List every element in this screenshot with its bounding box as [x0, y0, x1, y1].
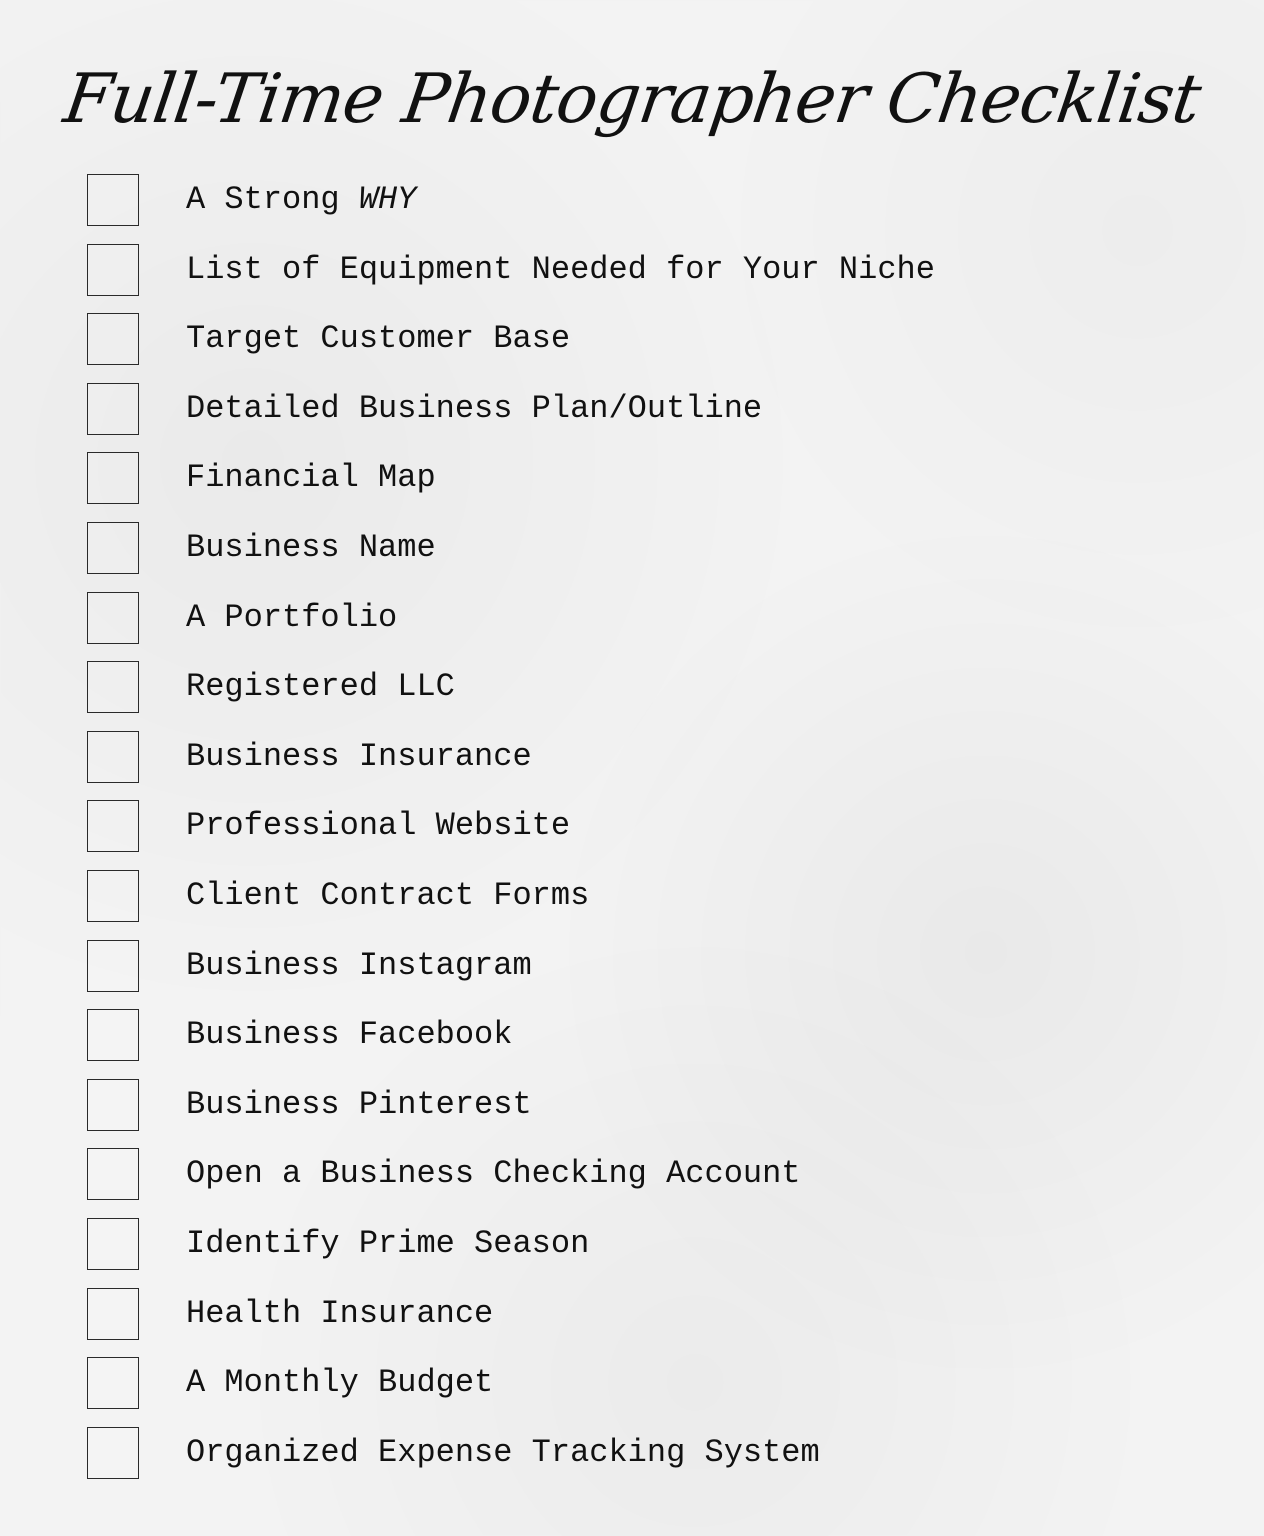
checkbox[interactable] — [87, 1288, 139, 1340]
checklist-item — [86, 172, 1086, 242]
checkbox[interactable] — [87, 940, 139, 992]
checklist-item-label: A Monthly Budget — [186, 1364, 494, 1402]
checkbox[interactable] — [87, 1009, 139, 1061]
checklist-item — [86, 798, 1086, 868]
checkbox[interactable] — [87, 870, 139, 922]
checklist-item — [86, 1355, 1086, 1425]
checklist-item-label: Client Contract Forms — [186, 876, 590, 914]
checklist-item — [86, 938, 1086, 1008]
checkbox[interactable] — [87, 800, 139, 852]
checklist-item-label: Open a Business Checking Account — [186, 1155, 801, 1193]
checkbox[interactable] — [87, 383, 139, 435]
checklist-item-label: A Portfolio — [186, 598, 398, 636]
checklist-item-label: Business Facebook — [186, 1016, 513, 1054]
checkbox[interactable] — [87, 731, 139, 783]
checklist-item — [86, 1077, 1086, 1147]
checklist-item-text: A Strong — [186, 181, 359, 218]
checklist-item — [86, 1146, 1086, 1216]
checklist-item — [86, 450, 1086, 520]
checklist-item-label: Financial Map — [186, 459, 436, 497]
checklist-item-label: Business Instagram — [186, 946, 532, 984]
checklist-item-label: Business Pinterest — [186, 1085, 532, 1123]
checklist-item-label: Detailed Business Plan/Outline — [186, 389, 763, 427]
checklist — [86, 172, 1086, 1494]
page-title: Full-Time Photographer Checklist — [59, 60, 1205, 139]
checkbox[interactable] — [87, 1357, 139, 1409]
checklist-item — [86, 868, 1086, 938]
checkbox[interactable] — [87, 592, 139, 644]
checklist-item — [86, 520, 1086, 590]
checkbox[interactable] — [87, 1218, 139, 1270]
checklist-item-label — [186, 178, 416, 222]
checklist-item-label: Business Insurance — [186, 737, 532, 775]
checklist-item-label: Business Name — [186, 528, 436, 566]
checkbox[interactable] — [87, 174, 139, 226]
checkbox[interactable] — [87, 1079, 139, 1131]
checkbox[interactable] — [87, 452, 139, 504]
checkbox[interactable] — [87, 522, 139, 574]
checkbox[interactable] — [87, 244, 139, 296]
checklist-item — [86, 1216, 1086, 1286]
checklist-item-label: Registered LLC — [186, 668, 455, 706]
checklist-item-label: Identify Prime Season — [186, 1224, 590, 1262]
checklist-item-label: Professional Website — [186, 807, 571, 845]
checklist-item — [86, 381, 1086, 451]
checklist-item — [86, 729, 1086, 799]
checklist-item-label: List of Equipment Needed for Your Niche — [186, 250, 935, 288]
checklist-item — [86, 659, 1086, 729]
checklist-item — [86, 1286, 1086, 1356]
checklist-item-label: Target Customer Base — [186, 320, 571, 358]
checklist-item-label: Health Insurance — [186, 1294, 494, 1332]
checklist-item — [86, 1425, 1086, 1495]
checkbox[interactable] — [87, 661, 139, 713]
checkbox[interactable] — [87, 1427, 139, 1479]
checklist-item-label: Organized Expense Tracking System — [186, 1433, 820, 1471]
checklist-item — [86, 242, 1086, 312]
checkbox[interactable] — [87, 1148, 139, 1200]
checklist-item — [86, 590, 1086, 660]
checklist-item — [86, 1007, 1086, 1077]
checklist-item-emphasis: WHY — [358, 181, 417, 218]
checkbox[interactable] — [87, 313, 139, 365]
checklist-item — [86, 311, 1086, 381]
